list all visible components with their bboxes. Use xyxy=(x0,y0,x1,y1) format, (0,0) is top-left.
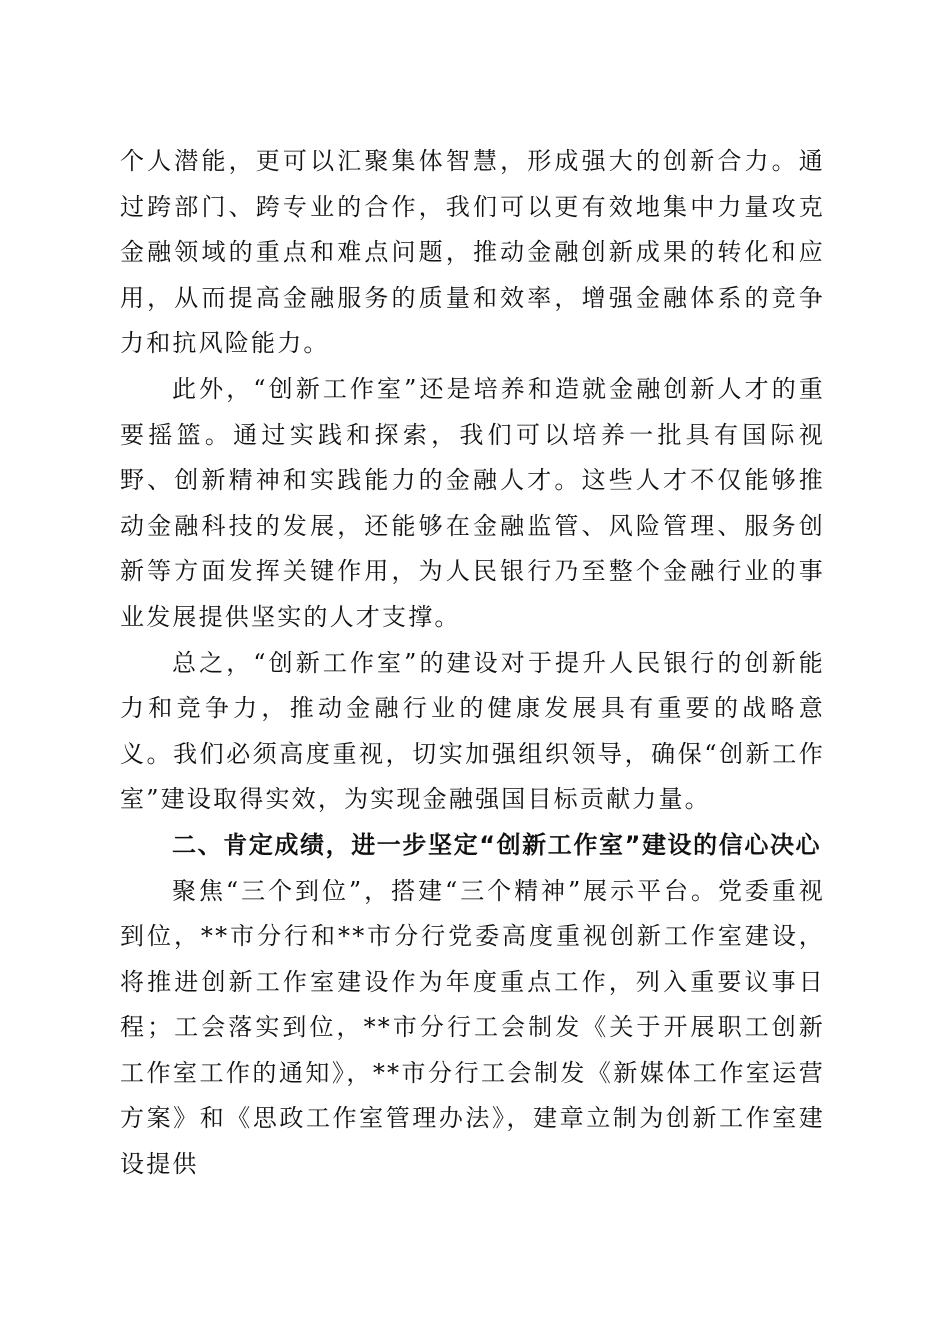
body-paragraph-3: 总之，“创新工作室”的建设对于提升人民银行的创新能力和竞争力，推动金融行业的健康发展具有重要的战略意义。我们必须高度重视，切实加强组织领导，确保“创新工作室”建设取得实效，为实现金融强国目标贡献力量。 xyxy=(120,648,825,814)
section-heading-2: 二、肯定成绩，进一步坚定“创新工作室”建设的信心决心 xyxy=(172,830,822,859)
document-body xyxy=(120,139,825,1188)
body-paragraph-1: 个人潜能，更可以汇聚集体智慧，形成强大的创新合力。通过跨部门、跨专业的合作，我们可以更有效地集中力量攻克金融领域的重点和难点问题，推动金融创新成果的转化和应用，从而提高金融服务的质量和效率，增强金融体系的竞争力和抗风险能力。 xyxy=(120,147,825,358)
body-paragraph-2: 此外，“创新工作室”还是培养和造就金融创新人才的重要摇篮。通过实践和探索，我们可以培养一批具有国际视野、创新精神和实践能力的金融人才。这些人才不仅能够推动金融科技的发展，还能够在金融监管、风险管理、服务创新等方面发挥关键作用，为人民银行乃至整个金融行业的事业发展提供坚实的人才支撑。 xyxy=(120,374,825,631)
body-paragraph-4: 聚焦“三个到位”，搭建“三个精神”展示平台。党委重视到位，**市分行和**市分行党委高度重视创新工作室建设，将推进创新工作室建设作为年度重点工作，列入重要议事日程；工会落实到位，**市分行工会制发《关于开展职工创新工作室工作的通知》，**市分行工会制发《新媒体工作室运营方案》和《思政工作室管理办法》，建章立制为创新工作室建设提供 xyxy=(120,876,825,1179)
